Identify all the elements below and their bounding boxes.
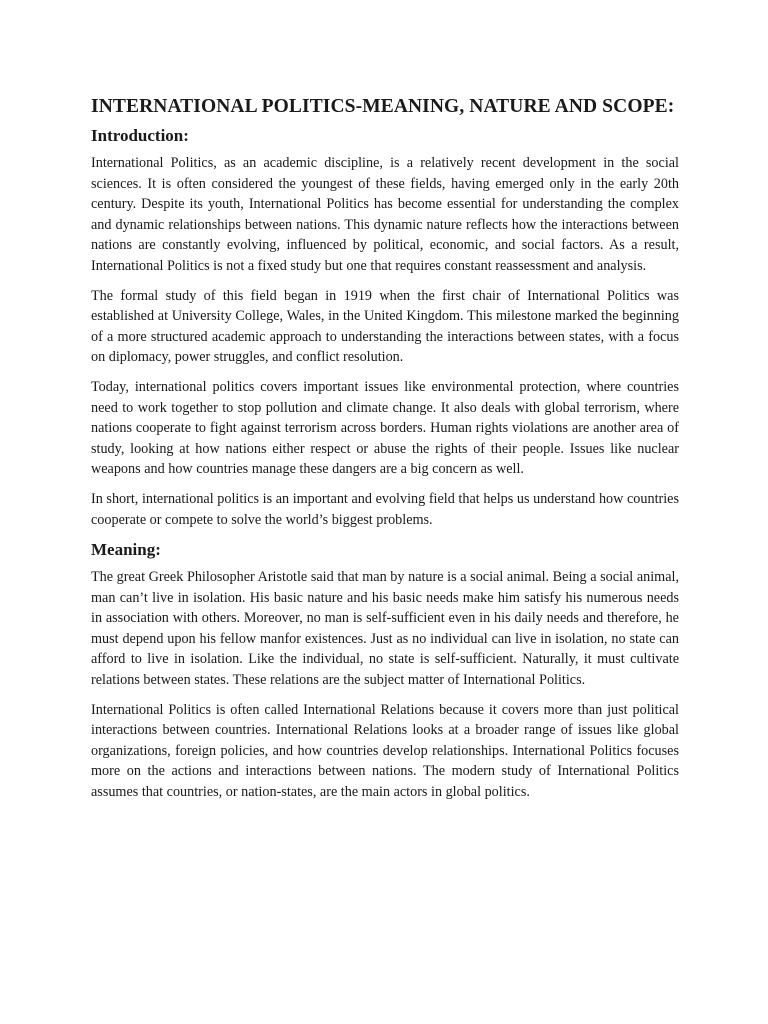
- section-introduction: [91, 125, 679, 530]
- document-page: [91, 94, 679, 812]
- paragraph: International Politics, as an academic discipline, is a relatively recent development in the social sciences. It is often considered the youngest of these fields, having emerged only in the early 20th century. Despite its youth, International Politics has become essential for understanding the complex and dynamic relationships between nations. This dynamic nature reflects how the interactions between nations are constantly evolving, influenced by political, economic, and social factors. As a result, International Politics is not a fixed study but one that requires constant reassessment and analysis.: [91, 155, 679, 274]
- paragraph: International Politics is often called International Relations because it covers more than just political interactions between countries. International Relations looks at a broader range of issues like global organizations, foreign policies, and how countries develop relationships. International Politics focuses more on the actions and interactions between nations. The modern study of International Politics assumes that countries, or nation-states, are the main actors in global politics.: [91, 701, 679, 801]
- paragraph: In short, international politics is an important and evolving field that helps us understand how countries cooperate or compete to solve the world’s biggest problems.: [91, 490, 679, 528]
- paragraph: Today, international politics covers important issues like environmental protection, where countries need to work together to stop pollution and climate change. It also deals with global terrorism, where nations cooperate to fight against terrorism across borders. Human rights violations are another area of study, looking at how nations either respect or abuse the rights of their people. Issues like nuclear weapons and how countries manage these dangers are a big concern as well.: [91, 378, 679, 478]
- paragraph: The formal study of this field began in 1919 when the first chair of International Politics was established at University College, Wales, in the United Kingdom. This milestone marked the beginning of a more structured academic approach to understanding the interactions between states, with a focus on diplomacy, power struggles, and conflict resolution.: [91, 287, 679, 366]
- section-heading-meaning: Meaning:: [91, 540, 161, 560]
- section-meaning: [91, 539, 679, 803]
- document-title: INTERNATIONAL POLITICS-MEANING, NATURE AND SCOPE:: [91, 96, 675, 117]
- section-heading-introduction: Introduction:: [91, 126, 189, 145]
- paragraph: The great Greek Philosopher Aristotle said that man by nature is a social animal. Being a social animal, man can’t live in isolation. His basic nature and his basic needs make him satisfy his numerous needs in association with others. Moreover, no man is self-sufficient even in his daily needs and therefore, he must depend upon his fellow manfor existences. Just as no individual can live in isolation, no state can afford to live in isolation. Like the individual, no state is self-sufficient. Naturally, it must cultivate relations between states. These relations are the subject matter of International Politics.: [91, 569, 679, 689]
